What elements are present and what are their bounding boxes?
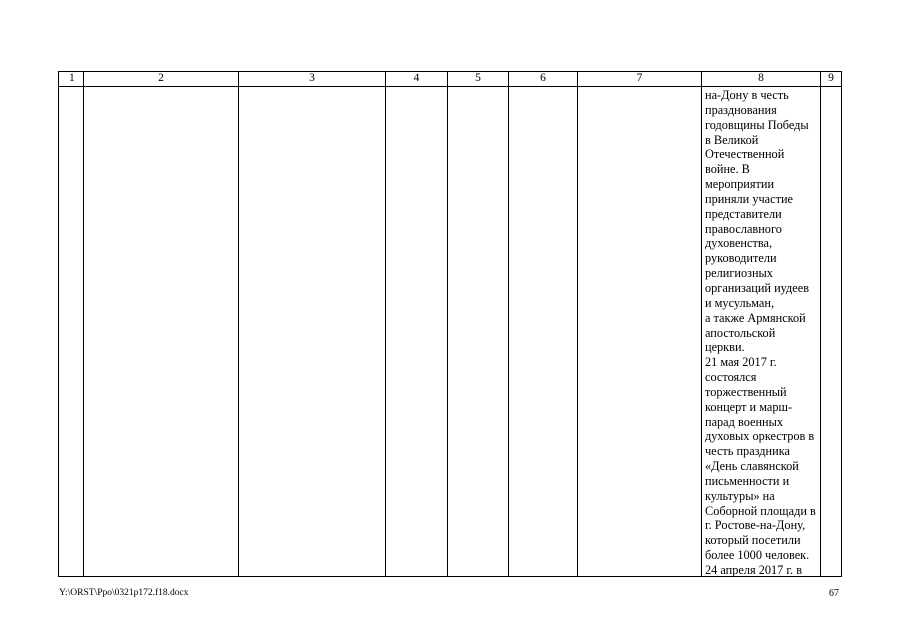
column-number-6: 6 (509, 72, 578, 87)
footer-page-number: 67 (829, 588, 839, 599)
column-number-1: 1 (59, 72, 84, 87)
table-cell-col6 (509, 87, 578, 577)
table-cell-col8 (702, 87, 821, 577)
table-cell-col7 (578, 87, 702, 577)
footer-file-path: Y:\ORST\Ppo\0321p172.f18.docx (59, 588, 189, 598)
table-row (59, 87, 842, 577)
table-cell-col1 (59, 87, 84, 577)
column-number-7: 7 (578, 72, 702, 87)
table-cell-col4 (386, 87, 448, 577)
document-table (58, 71, 842, 577)
column-number-4: 4 (386, 72, 448, 87)
table-cell-col2 (84, 87, 239, 577)
column-number-3: 3 (239, 72, 386, 87)
table-cell-col5 (448, 87, 509, 577)
table-cell-col9 (821, 87, 842, 577)
column-number-8: 8 (702, 72, 821, 87)
column-number-9: 9 (821, 72, 842, 87)
column-number-2: 2 (84, 72, 239, 87)
table-cell-col3 (239, 87, 386, 577)
column-number-5: 5 (448, 72, 509, 87)
column-number-row (59, 72, 842, 87)
event-description-text: на-Дону в честь празднования годовщины Победы в Великой Отечественной войне. В мероприятии приняли участие представители православного духовенства, руководители религиозных организаций иудеев и мусульман, а также Армянской апостольской церкви. 21 мая 2017 г. состоялся торжественный концерт и марш- парад военных духовых оркестров в честь праздника «День славянской письменности и культуры» на Соборной площади в г. Ростове-на-Дону, который посетили более 1000 человек. 24 апреля 2017 г. в (705, 88, 816, 576)
